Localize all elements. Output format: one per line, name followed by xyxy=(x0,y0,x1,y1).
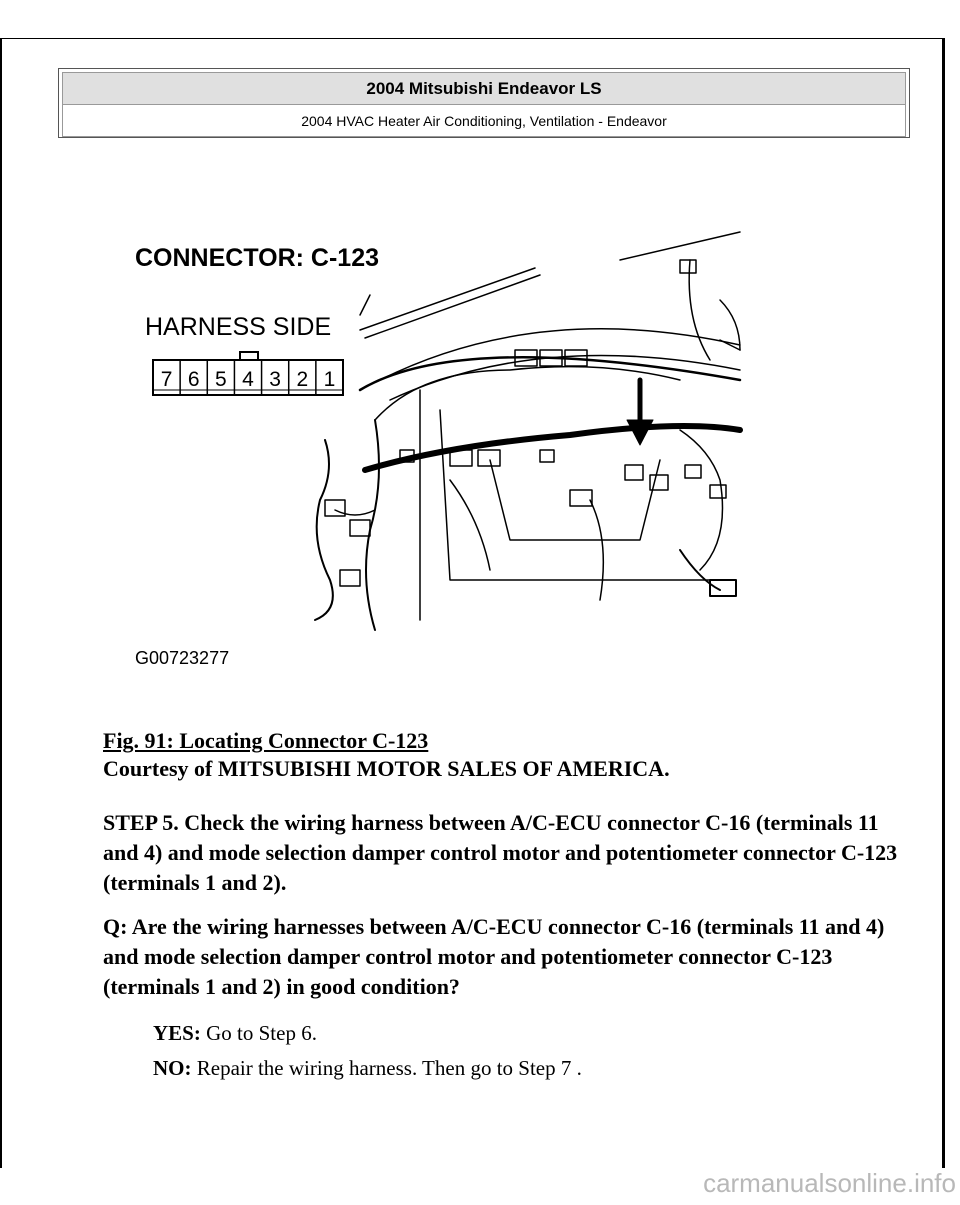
terminal-number: 5 xyxy=(215,368,227,391)
figure-code: G00723277 xyxy=(135,648,230,668)
dashboard-harness-drawing xyxy=(315,232,740,630)
terminal-number: 1 xyxy=(323,368,336,391)
answer-no xyxy=(153,1056,582,1081)
harness-label: HARNESS SIDE xyxy=(145,313,332,341)
connector-label: CONNECTOR: C-123 xyxy=(135,244,380,272)
figure-caption-title: Fig. 91: Locating Connector C-123 xyxy=(103,728,429,753)
terminal-number: 3 xyxy=(269,368,281,391)
figure-courtesy: Courtesy of MITSUBISHI MOTOR SALES OF AMERICA. xyxy=(103,756,670,781)
terminal-number: 6 xyxy=(187,368,200,391)
answer-no-label: NO: xyxy=(153,1056,192,1080)
answer-yes xyxy=(153,1021,317,1046)
terminal-number: 7 xyxy=(160,368,173,391)
document-title: 2004 Mitsubishi Endeavor LS xyxy=(63,73,905,105)
answer-yes-text: Go to Step 6. xyxy=(200,1021,317,1045)
terminal-number: 4 xyxy=(242,368,254,391)
step-instruction: STEP 5. Check the wiring harness between A/C-ECU connector C-16 (terminals 11 and 4) and mode selection damper control motor and potentiometer connector C-123 (terminals 1 and 2). xyxy=(103,810,898,895)
answer-yes-label: YES: xyxy=(153,1021,201,1045)
connector-location-figure xyxy=(120,220,750,670)
document-subtitle: 2004 HVAC Heater Air Conditioning, Ventilation - Endeavor xyxy=(301,112,667,129)
document-header xyxy=(58,68,910,138)
watermark: carmanualsonline.info xyxy=(703,1168,956,1198)
answer-no-text: Repair the wiring harness. Then go to Step 7 . xyxy=(191,1056,582,1080)
terminal-number: 2 xyxy=(296,368,309,391)
diagnostic-question: Q: Are the wiring harnesses between A/C-ECU connector C-16 (terminals 11 and 4) and mode selection damper control motor and potentiometer connector C-123 (terminals 1 and 2) in good condition? xyxy=(103,914,885,999)
terminal-diagram xyxy=(153,352,343,395)
